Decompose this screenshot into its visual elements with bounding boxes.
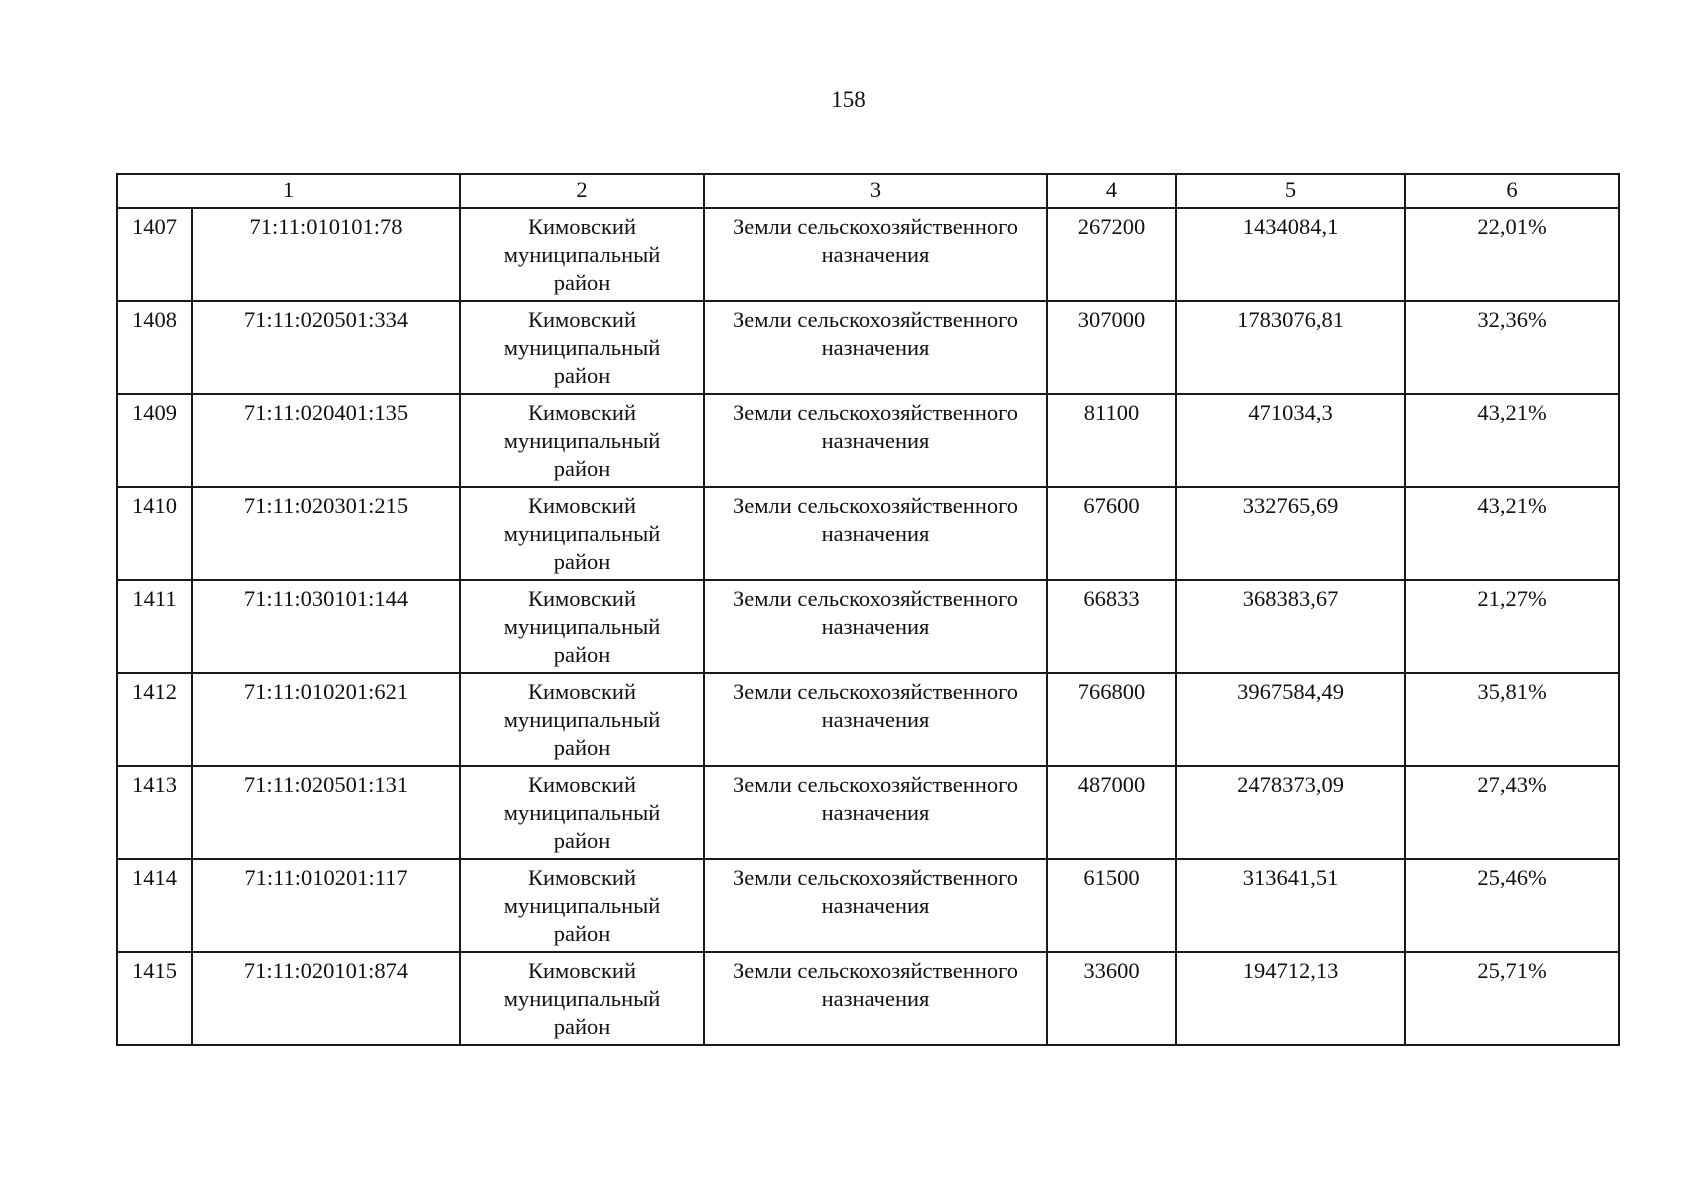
district-line: Кимовский xyxy=(527,679,637,704)
table-row xyxy=(117,208,1619,301)
row-number-cell: 1409 xyxy=(117,394,192,487)
land-category-cell xyxy=(704,673,1047,766)
district-line: район xyxy=(553,363,611,388)
row-number-cell: 1408 xyxy=(117,301,192,394)
land-category-line: Земли сельскохозяйственного xyxy=(732,865,1019,890)
district-cell xyxy=(460,859,704,952)
area-cell: 487000 xyxy=(1047,766,1176,859)
table-header-row xyxy=(117,174,1619,208)
district-line: муниципальный xyxy=(503,893,661,918)
column-header-2: 2 xyxy=(460,174,704,208)
percent-cell: 43,21% xyxy=(1405,487,1619,580)
cadastral-value-cell: 194712,13 xyxy=(1176,952,1405,1045)
land-category-line: Земли сельскохозяйственного xyxy=(732,679,1019,704)
percent-cell: 21,27% xyxy=(1405,580,1619,673)
district-line: район xyxy=(553,270,611,295)
area-cell: 66833 xyxy=(1047,580,1176,673)
district-cell xyxy=(460,301,704,394)
district-cell xyxy=(460,394,704,487)
land-category-line: Земли сельскохозяйственного xyxy=(732,772,1019,797)
district-cell xyxy=(460,487,704,580)
land-plots-table xyxy=(116,173,1620,1046)
district-line: муниципальный xyxy=(503,335,661,360)
district-line: район xyxy=(553,549,611,574)
land-category-cell xyxy=(704,766,1047,859)
cadastral-number-cell: 71:11:030101:144 xyxy=(192,580,460,673)
land-category-line: Земли сельскохозяйственного xyxy=(732,214,1019,239)
table-row xyxy=(117,580,1619,673)
cadastral-number-cell: 71:11:020401:135 xyxy=(192,394,460,487)
column-header-4: 4 xyxy=(1047,174,1176,208)
land-category-line: назначения xyxy=(821,521,930,546)
land-category-line: назначения xyxy=(821,614,930,639)
district-line: район xyxy=(553,735,611,760)
land-category-line: назначения xyxy=(821,428,930,453)
district-line: муниципальный xyxy=(503,242,661,267)
area-cell: 81100 xyxy=(1047,394,1176,487)
percent-cell: 32,36% xyxy=(1405,301,1619,394)
district-line: район xyxy=(553,828,611,853)
cadastral-number-cell: 71:11:020101:874 xyxy=(192,952,460,1045)
column-header-5: 5 xyxy=(1176,174,1405,208)
district-line: район xyxy=(553,642,611,667)
cadastral-value-cell: 313641,51 xyxy=(1176,859,1405,952)
district-cell xyxy=(460,580,704,673)
land-category-cell xyxy=(704,487,1047,580)
land-category-line: Земли сельскохозяйственного xyxy=(732,958,1019,983)
table-body xyxy=(117,208,1619,1045)
column-header-3: 3 xyxy=(704,174,1047,208)
land-category-cell xyxy=(704,952,1047,1045)
column-header-6: 6 xyxy=(1405,174,1619,208)
row-number-cell: 1410 xyxy=(117,487,192,580)
district-line: Кимовский xyxy=(527,586,637,611)
land-category-cell xyxy=(704,580,1047,673)
land-category-line: назначения xyxy=(821,986,930,1011)
table-row xyxy=(117,487,1619,580)
area-cell: 307000 xyxy=(1047,301,1176,394)
table-row xyxy=(117,394,1619,487)
district-line: Кимовский xyxy=(527,307,637,332)
percent-cell: 22,01% xyxy=(1405,208,1619,301)
row-number-cell: 1413 xyxy=(117,766,192,859)
table-row xyxy=(117,673,1619,766)
land-category-cell xyxy=(704,301,1047,394)
area-cell: 33600 xyxy=(1047,952,1176,1045)
cadastral-number-cell: 71:11:020301:215 xyxy=(192,487,460,580)
percent-cell: 43,21% xyxy=(1405,394,1619,487)
row-number-cell: 1412 xyxy=(117,673,192,766)
percent-cell: 25,46% xyxy=(1405,859,1619,952)
area-cell: 61500 xyxy=(1047,859,1176,952)
district-line: муниципальный xyxy=(503,428,661,453)
row-number-cell: 1411 xyxy=(117,580,192,673)
cadastral-value-cell: 2478373,09 xyxy=(1176,766,1405,859)
district-line: Кимовский xyxy=(527,772,637,797)
area-cell: 766800 xyxy=(1047,673,1176,766)
district-cell xyxy=(460,766,704,859)
table-row xyxy=(117,859,1619,952)
cadastral-value-cell: 471034,3 xyxy=(1176,394,1405,487)
column-header-1: 1 xyxy=(117,174,460,208)
table-row xyxy=(117,952,1619,1045)
district-line: Кимовский xyxy=(527,493,637,518)
cadastral-value-cell: 1783076,81 xyxy=(1176,301,1405,394)
cadastral-value-cell: 1434084,1 xyxy=(1176,208,1405,301)
land-category-line: Земли сельскохозяйственного xyxy=(732,586,1019,611)
district-line: район xyxy=(553,921,611,946)
cadastral-number-cell: 71:11:010201:621 xyxy=(192,673,460,766)
percent-cell: 27,43% xyxy=(1405,766,1619,859)
land-category-line: назначения xyxy=(821,242,930,267)
area-cell: 267200 xyxy=(1047,208,1176,301)
district-line: район xyxy=(553,1014,611,1039)
land-category-cell xyxy=(704,859,1047,952)
land-category-line: назначения xyxy=(821,800,930,825)
district-line: муниципальный xyxy=(503,707,661,732)
cadastral-number-cell: 71:11:020501:131 xyxy=(192,766,460,859)
row-number-cell: 1414 xyxy=(117,859,192,952)
row-number-cell: 1415 xyxy=(117,952,192,1045)
district-line: Кимовский xyxy=(527,958,637,983)
cadastral-number-cell: 71:11:010101:78 xyxy=(192,208,460,301)
cadastral-value-cell: 368383,67 xyxy=(1176,580,1405,673)
area-cell: 67600 xyxy=(1047,487,1176,580)
district-line: муниципальный xyxy=(503,614,661,639)
district-cell xyxy=(460,208,704,301)
percent-cell: 25,71% xyxy=(1405,952,1619,1045)
cadastral-number-cell: 71:11:010201:117 xyxy=(192,859,460,952)
land-category-cell xyxy=(704,208,1047,301)
district-line: Кимовский xyxy=(527,400,637,425)
land-category-line: Земли сельскохозяйственного xyxy=(732,493,1019,518)
percent-cell: 35,81% xyxy=(1405,673,1619,766)
district-line: Кимовский xyxy=(527,865,637,890)
land-category-line: назначения xyxy=(821,707,930,732)
district-line: муниципальный xyxy=(503,800,661,825)
land-category-line: Земли сельскохозяйственного xyxy=(732,400,1019,425)
page-number: 158 xyxy=(831,87,866,112)
cadastral-value-cell: 3967584,49 xyxy=(1176,673,1405,766)
land-category-line: назначения xyxy=(821,335,930,360)
cadastral-number-cell: 71:11:020501:334 xyxy=(192,301,460,394)
district-line: муниципальный xyxy=(503,986,661,1011)
district-line: район xyxy=(553,456,611,481)
table-row xyxy=(117,766,1619,859)
district-line: муниципальный xyxy=(503,521,661,546)
land-category-line: назначения xyxy=(821,893,930,918)
district-cell xyxy=(460,673,704,766)
district-line: Кимовский xyxy=(527,214,637,239)
district-cell xyxy=(460,952,704,1045)
row-number-cell: 1407 xyxy=(117,208,192,301)
land-category-cell xyxy=(704,394,1047,487)
cadastral-value-cell: 332765,69 xyxy=(1176,487,1405,580)
land-category-line: Земли сельскохозяйственного xyxy=(732,307,1019,332)
table-row xyxy=(117,301,1619,394)
